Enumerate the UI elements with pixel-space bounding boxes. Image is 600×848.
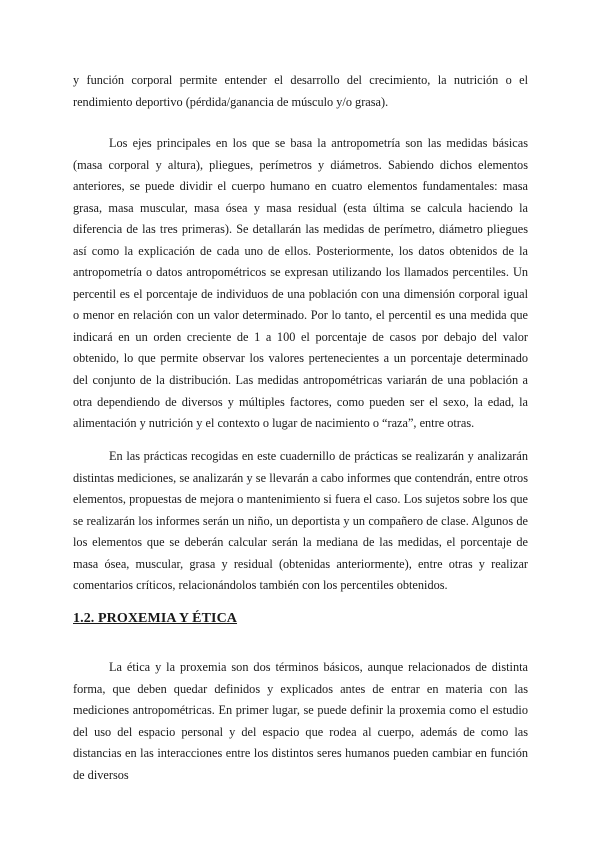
paragraph-continuation: y función corporal permite entender el desarrollo del crecimiento, la nutrición o el rendimiento deportivo (pérdida/ganancia de músculo y/o grasa). <box>73 73 528 109</box>
section-heading: 1.2. PROXEMIA Y ÉTICA <box>73 611 238 626</box>
paragraph-antropometria-ejes: Los ejes principales en los que se basa la antropometría son las medidas básicas (masa corporal y altura), pliegues, perímetros y diámetros. Sabiendo dichos elementos anteriores, se puede dividir el cuerpo humano en cuatro elementos fundamentales: masa grasa, masa muscular, masa ósea y masa residual (esta última se calcula haciendo la diferencia de las tres primeras). Se detallarán las medidas de perímetro, diámetro pliegues así como la explicación de cada uno de ellos. Posteriormente, los datos obtenidos de la antropometría o datos antropométricos se expresan utilizando los llamados percentiles. Un percentil es el porcentaje de individuos de una población con una dimensión corporal igual o menor en relación con un valor determinado. Por lo tanto, el percentil es una medida que indicará en un orden creciente de 1 a 100 el porcentaje de casos por debajo del valor obtenido, lo que permite observar los valores pertenecientes a un porcentaje determinado del conjunto de la distribución. Las medidas antropométricas variarán de una población a otra dependiendo de diversos y múltiples factores, como pueden ser el sexo, la edad, la alimentación y nutrición y el contexto o lugar de nacimiento o “raza”, entre otras. <box>73 136 528 431</box>
paragraph-practicas: En las prácticas recogidas en este cuadernillo de prácticas se realizarán y analizarán distintas mediciones, se analizarán y se llevarán a cabo informes que contendrán, entre otros elementos, propuestas de mejora o mantenimiento si fuera el caso. Los sujetos sobre los que se realizarán los informes serán un niño, un deportista y un compañero de clase. Algunos de los elementos que se deberán calcular serán la mediana de las medidas, el porcentaje de masa ósea, muscular, grasa y residual (obtenidas anteriormente), entre otras y realizar comentarios críticos, relacionándolos también con los percentiles obtenidos. <box>73 449 528 593</box>
paragraph-etica-proxemia: La ética y la proxemia son dos términos básicos, aunque relacionados de distinta forma, que deben quedar definidos y explicados antes de entrar en materia con las mediciones antropométricas. En primer lugar, se puede definir la proxemia como el estudio del uso del espacio personal y del espacio que rodea al cuerpo, además de como las distancias en las interacciones entre los distintos seres humanos pueden cambiar en función de diversos <box>73 660 528 782</box>
